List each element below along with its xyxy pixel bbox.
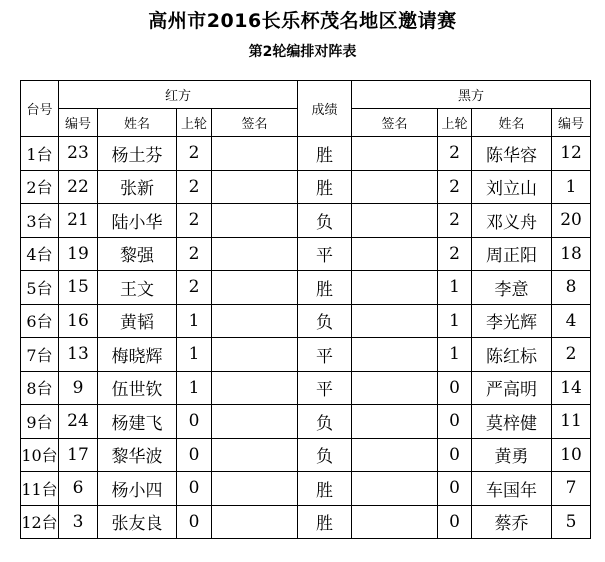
result-cell: 平 bbox=[298, 338, 352, 372]
table-row bbox=[21, 137, 591, 171]
header-black-sign: 签名 bbox=[352, 109, 438, 137]
black-name-cell: 黄勇 bbox=[472, 438, 552, 472]
black-name-cell: 刘立山 bbox=[472, 170, 552, 204]
table-row bbox=[21, 204, 591, 238]
red-signature-cell bbox=[212, 438, 298, 472]
header-red-side: 红方 bbox=[59, 81, 298, 109]
red-signature-cell bbox=[212, 338, 298, 372]
red-prev-round-cell: 2 bbox=[177, 204, 212, 238]
black-signature-cell bbox=[352, 137, 438, 171]
black-name-cell: 陈红标 bbox=[472, 338, 552, 372]
red-signature-cell bbox=[212, 271, 298, 305]
table-row bbox=[21, 271, 591, 305]
red-signature-cell bbox=[212, 371, 298, 405]
black-prev-round-cell: 0 bbox=[438, 371, 472, 405]
red-name-cell: 杨土芬 bbox=[98, 137, 177, 171]
result-cell: 平 bbox=[298, 371, 352, 405]
table-row bbox=[21, 472, 591, 506]
red-number-cell: 13 bbox=[59, 338, 98, 372]
header-board: 台号 bbox=[21, 81, 59, 137]
red-name-cell: 梅晓辉 bbox=[98, 338, 177, 372]
red-number-cell: 3 bbox=[59, 505, 98, 539]
header-black-prev: 上轮 bbox=[438, 109, 472, 137]
black-signature-cell bbox=[352, 505, 438, 539]
header-black-num: 编号 bbox=[552, 109, 591, 137]
result-cell: 负 bbox=[298, 438, 352, 472]
header-result: 成绩 bbox=[298, 81, 352, 137]
result-cell: 平 bbox=[298, 237, 352, 271]
black-number-cell: 18 bbox=[552, 237, 591, 271]
board-cell: 4台 bbox=[21, 237, 59, 271]
red-signature-cell bbox=[212, 304, 298, 338]
board-cell: 2台 bbox=[21, 170, 59, 204]
black-number-cell: 1 bbox=[552, 170, 591, 204]
red-prev-round-cell: 0 bbox=[177, 438, 212, 472]
result-cell: 胜 bbox=[298, 505, 352, 539]
result-cell: 负 bbox=[298, 304, 352, 338]
red-signature-cell bbox=[212, 237, 298, 271]
black-signature-cell bbox=[352, 304, 438, 338]
red-signature-cell bbox=[212, 505, 298, 539]
result-cell: 胜 bbox=[298, 472, 352, 506]
black-number-cell: 14 bbox=[552, 371, 591, 405]
pairing-table bbox=[20, 80, 591, 539]
black-signature-cell bbox=[352, 237, 438, 271]
red-number-cell: 15 bbox=[59, 271, 98, 305]
red-name-cell: 张友良 bbox=[98, 505, 177, 539]
header-red-num: 编号 bbox=[59, 109, 98, 137]
red-signature-cell bbox=[212, 405, 298, 439]
board-cell: 6台 bbox=[21, 304, 59, 338]
table-row bbox=[21, 371, 591, 405]
red-number-cell: 6 bbox=[59, 472, 98, 506]
red-name-cell: 陆小华 bbox=[98, 204, 177, 238]
board-cell: 1台 bbox=[21, 137, 59, 171]
table-row bbox=[21, 170, 591, 204]
black-signature-cell bbox=[352, 472, 438, 506]
black-prev-round-cell: 1 bbox=[438, 304, 472, 338]
red-signature-cell bbox=[212, 137, 298, 171]
red-signature-cell bbox=[212, 170, 298, 204]
black-signature-cell bbox=[352, 438, 438, 472]
red-number-cell: 9 bbox=[59, 371, 98, 405]
red-number-cell: 16 bbox=[59, 304, 98, 338]
red-signature-cell bbox=[212, 472, 298, 506]
black-number-cell: 4 bbox=[552, 304, 591, 338]
board-cell: 12台 bbox=[21, 505, 59, 539]
red-number-cell: 17 bbox=[59, 438, 98, 472]
board-cell: 9台 bbox=[21, 405, 59, 439]
black-name-cell: 严高明 bbox=[472, 371, 552, 405]
red-number-cell: 22 bbox=[59, 170, 98, 204]
table-row bbox=[21, 405, 591, 439]
black-prev-round-cell: 0 bbox=[438, 438, 472, 472]
red-prev-round-cell: 2 bbox=[177, 137, 212, 171]
result-cell: 胜 bbox=[298, 170, 352, 204]
table-row bbox=[21, 237, 591, 271]
black-name-cell: 蔡乔 bbox=[472, 505, 552, 539]
black-signature-cell bbox=[352, 204, 438, 238]
black-number-cell: 12 bbox=[552, 137, 591, 171]
red-number-cell: 21 bbox=[59, 204, 98, 238]
result-cell: 负 bbox=[298, 405, 352, 439]
black-signature-cell bbox=[352, 271, 438, 305]
black-name-cell: 周正阳 bbox=[472, 237, 552, 271]
board-cell: 10台 bbox=[21, 438, 59, 472]
black-name-cell: 莫梓健 bbox=[472, 405, 552, 439]
black-name-cell: 陈华容 bbox=[472, 137, 552, 171]
result-cell: 负 bbox=[298, 204, 352, 238]
black-prev-round-cell: 2 bbox=[438, 204, 472, 238]
red-name-cell: 伍世钦 bbox=[98, 371, 177, 405]
red-name-cell: 黎强 bbox=[98, 237, 177, 271]
black-number-cell: 5 bbox=[552, 505, 591, 539]
header-red-sign: 签名 bbox=[212, 109, 298, 137]
result-cell: 胜 bbox=[298, 137, 352, 171]
red-name-cell: 王文 bbox=[98, 271, 177, 305]
black-signature-cell bbox=[352, 405, 438, 439]
red-prev-round-cell: 0 bbox=[177, 405, 212, 439]
header-black-side: 黑方 bbox=[352, 81, 591, 109]
table-row bbox=[21, 505, 591, 539]
red-prev-round-cell: 0 bbox=[177, 472, 212, 506]
black-prev-round-cell: 0 bbox=[438, 472, 472, 506]
board-cell: 5台 bbox=[21, 271, 59, 305]
board-cell: 8台 bbox=[21, 371, 59, 405]
table-row bbox=[21, 304, 591, 338]
header-red-prev: 上轮 bbox=[177, 109, 212, 137]
board-cell: 3台 bbox=[21, 204, 59, 238]
black-prev-round-cell: 2 bbox=[438, 137, 472, 171]
table-row bbox=[21, 438, 591, 472]
black-signature-cell bbox=[352, 371, 438, 405]
black-name-cell: 李意 bbox=[472, 271, 552, 305]
red-name-cell: 黄韬 bbox=[98, 304, 177, 338]
document-title: 高州市2016长乐杯茂名地区邀请赛 bbox=[148, 10, 457, 32]
red-prev-round-cell: 2 bbox=[177, 170, 212, 204]
black-prev-round-cell: 1 bbox=[438, 338, 472, 372]
red-prev-round-cell: 2 bbox=[177, 271, 212, 305]
red-name-cell: 黎华波 bbox=[98, 438, 177, 472]
red-prev-round-cell: 2 bbox=[177, 237, 212, 271]
result-cell: 胜 bbox=[298, 271, 352, 305]
red-prev-round-cell: 1 bbox=[177, 338, 212, 372]
black-name-cell: 车国年 bbox=[472, 472, 552, 506]
red-name-cell: 张新 bbox=[98, 170, 177, 204]
black-number-cell: 20 bbox=[552, 204, 591, 238]
black-name-cell: 李光辉 bbox=[472, 304, 552, 338]
black-signature-cell bbox=[352, 170, 438, 204]
red-name-cell: 杨建飞 bbox=[98, 405, 177, 439]
red-number-cell: 19 bbox=[59, 237, 98, 271]
black-prev-round-cell: 2 bbox=[438, 237, 472, 271]
red-name-cell: 杨小四 bbox=[98, 472, 177, 506]
board-cell: 7台 bbox=[21, 338, 59, 372]
header-black-name: 姓名 bbox=[472, 109, 552, 137]
black-prev-round-cell: 0 bbox=[438, 405, 472, 439]
red-signature-cell bbox=[212, 204, 298, 238]
header-red-name: 姓名 bbox=[98, 109, 177, 137]
black-prev-round-cell: 1 bbox=[438, 271, 472, 305]
board-cell: 11台 bbox=[21, 472, 59, 506]
black-number-cell: 8 bbox=[552, 271, 591, 305]
red-prev-round-cell: 0 bbox=[177, 505, 212, 539]
red-number-cell: 24 bbox=[59, 405, 98, 439]
red-prev-round-cell: 1 bbox=[177, 371, 212, 405]
red-number-cell: 23 bbox=[59, 137, 98, 171]
black-prev-round-cell: 2 bbox=[438, 170, 472, 204]
table-row bbox=[21, 338, 591, 372]
black-number-cell: 10 bbox=[552, 438, 591, 472]
black-number-cell: 11 bbox=[552, 405, 591, 439]
black-number-cell: 7 bbox=[552, 472, 591, 506]
black-signature-cell bbox=[352, 338, 438, 372]
black-name-cell: 邓义舟 bbox=[472, 204, 552, 238]
black-prev-round-cell: 0 bbox=[438, 505, 472, 539]
red-prev-round-cell: 1 bbox=[177, 304, 212, 338]
black-number-cell: 2 bbox=[552, 338, 591, 372]
document-subtitle: 第2轮编排对阵表 bbox=[248, 44, 357, 60]
